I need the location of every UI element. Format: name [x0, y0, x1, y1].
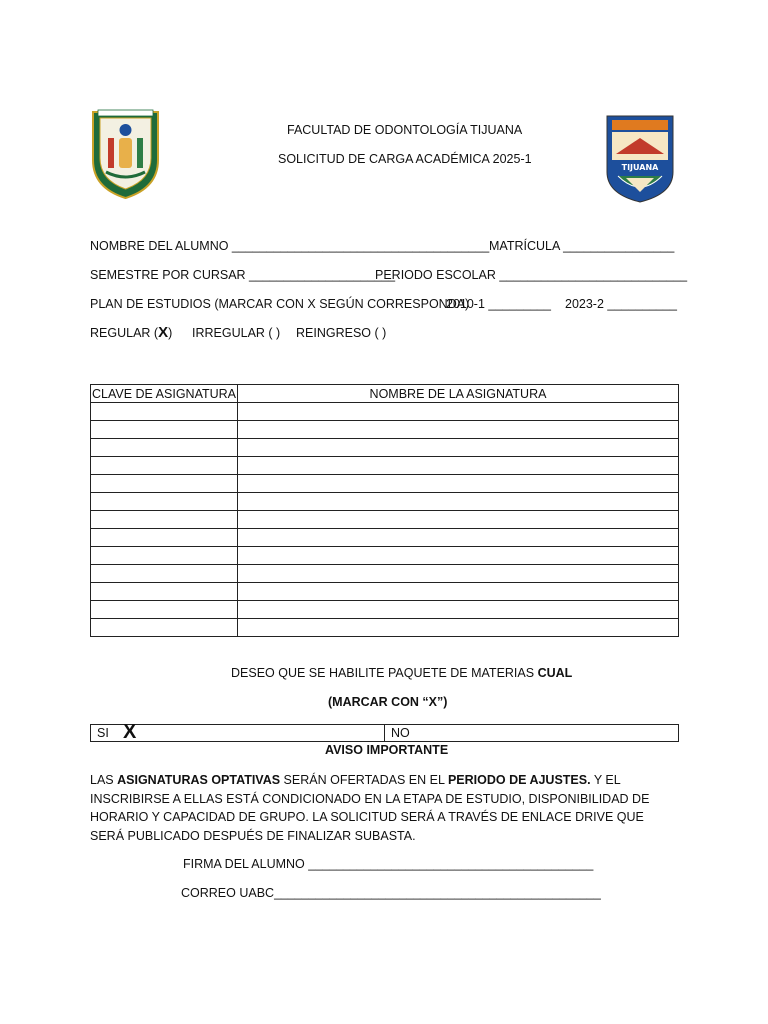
- clave-cell[interactable]: [91, 547, 238, 565]
- table-row[interactable]: [91, 421, 679, 439]
- table-row[interactable]: [91, 583, 679, 601]
- table-row[interactable]: [91, 439, 679, 457]
- col-header-nombre: NOMBRE DE LA ASIGNATURA: [238, 385, 679, 403]
- package-question-bold: CUAL: [537, 666, 573, 680]
- table-row[interactable]: [91, 475, 679, 493]
- nombre-cell[interactable]: [238, 403, 679, 421]
- student-id-field[interactable]: MATRÍCULA ________________: [489, 239, 675, 253]
- plan-2010-field[interactable]: 2010-1 _________: [446, 297, 551, 311]
- nombre-cell[interactable]: [238, 583, 679, 601]
- clave-cell[interactable]: [91, 439, 238, 457]
- table-row[interactable]: [91, 493, 679, 511]
- document-title: FACULTAD DE ODONTOLOGÍA TIJUANA: [287, 123, 523, 137]
- clave-cell[interactable]: [91, 403, 238, 421]
- nombre-cell[interactable]: [238, 475, 679, 493]
- no-label: NO: [391, 726, 410, 740]
- clave-cell[interactable]: [91, 583, 238, 601]
- clave-cell[interactable]: [91, 421, 238, 439]
- table-row[interactable]: [91, 547, 679, 565]
- clave-cell[interactable]: [91, 619, 238, 637]
- nombre-cell[interactable]: [238, 619, 679, 637]
- clave-cell[interactable]: [91, 565, 238, 583]
- tijuana-logo-text: TIJUANA: [621, 163, 659, 172]
- document-subtitle: SOLICITUD DE CARGA ACADÉMICA 2025-1: [278, 152, 532, 166]
- nombre-cell[interactable]: [238, 421, 679, 439]
- clave-cell[interactable]: [91, 457, 238, 475]
- table-row[interactable]: [91, 403, 679, 421]
- clave-cell[interactable]: [91, 601, 238, 619]
- reingreso-option[interactable]: REINGRESO ( ): [296, 326, 387, 340]
- nombre-cell[interactable]: [238, 439, 679, 457]
- no-option-cell[interactable]: [385, 725, 679, 742]
- student-name-field[interactable]: NOMBRE DEL ALUMNO _____________________________________: [90, 239, 490, 253]
- clave-cell[interactable]: [91, 511, 238, 529]
- signature-field[interactable]: FIRMA DEL ALUMNO _________________________________________: [183, 857, 594, 871]
- nombre-cell[interactable]: [238, 547, 679, 565]
- regular-check-mark: X: [158, 324, 169, 341]
- irregular-option[interactable]: IRREGULAR ( ): [192, 326, 281, 340]
- odontologia-tijuana-logo: [604, 114, 676, 204]
- subjects-table-body: [91, 403, 679, 637]
- table-row[interactable]: [91, 601, 679, 619]
- notice-paragraph: [90, 771, 680, 845]
- clave-cell[interactable]: [91, 529, 238, 547]
- uabc-email-field[interactable]: CORREO UABC_______________________________________________: [181, 886, 601, 900]
- nombre-cell[interactable]: [238, 493, 679, 511]
- col-header-clave: CLAVE DE ASIGNATURA: [91, 386, 237, 401]
- notice-text-2: SERÁN OFERTADAS EN EL: [280, 773, 448, 787]
- nombre-cell[interactable]: [238, 565, 679, 583]
- regular-option[interactable]: [90, 326, 172, 340]
- uabc-crest-logo: [88, 108, 163, 200]
- notice-title: AVISO IMPORTANTE: [325, 743, 449, 757]
- table-row[interactable]: [91, 529, 679, 547]
- table-row[interactable]: [91, 457, 679, 475]
- package-question: [231, 666, 572, 680]
- regular-label: REGULAR (: [90, 326, 159, 340]
- si-check-mark: X: [123, 721, 137, 743]
- table-row[interactable]: [91, 619, 679, 637]
- choice-row: [91, 725, 679, 742]
- notice-bold-ajustes: PERIODO DE AJUSTES.: [447, 773, 591, 787]
- table-row[interactable]: [91, 565, 679, 583]
- table-row[interactable]: [91, 511, 679, 529]
- school-period-field[interactable]: PERIODO ESCOLAR ___________________________: [375, 268, 688, 282]
- package-question-text: DESEO QUE SE HABILITE PAQUETE DE MATERIAS: [231, 666, 538, 680]
- notice-text-1: LAS: [90, 773, 118, 787]
- nombre-cell[interactable]: [238, 601, 679, 619]
- notice-text-3: Y EL INSCRIBIRSE A ELLAS ESTÁ CONDICIONADO EN LA ETAPA DE ESTUDIO, DISPONIBILIDAD DE HORARIO Y CAPACIDAD DE GRUPO. LA SOLICITUD SERÁ A TRAVÉS DE ENLACE DRIVE QUE SERÁ PUBLICADO DESPUÉS DE FINALIZAR SUBASTA.: [90, 773, 650, 843]
- clave-cell[interactable]: [91, 493, 238, 511]
- table-header-row: [91, 385, 679, 403]
- package-choice-table: [90, 721, 679, 743]
- si-option-cell[interactable]: [91, 721, 385, 743]
- plan-2023-field[interactable]: 2023-2 __________: [565, 297, 677, 311]
- nombre-cell[interactable]: [238, 457, 679, 475]
- semester-field[interactable]: SEMESTRE POR CURSAR _____________________: [90, 268, 396, 282]
- clave-cell[interactable]: [91, 475, 238, 493]
- si-label: SI: [97, 726, 109, 740]
- nombre-cell[interactable]: [238, 529, 679, 547]
- package-instruction: (MARCAR CON “X”): [328, 695, 448, 709]
- regular-close: ): [168, 326, 173, 340]
- nombre-cell[interactable]: [238, 511, 679, 529]
- subjects-table: [90, 384, 679, 637]
- notice-bold-optativas: ASIGNATURAS OPTATIVAS: [117, 773, 281, 787]
- study-plan-label: PLAN DE ESTUDIOS (MARCAR CON X SEGÚN CORRESPONDA): [90, 297, 470, 311]
